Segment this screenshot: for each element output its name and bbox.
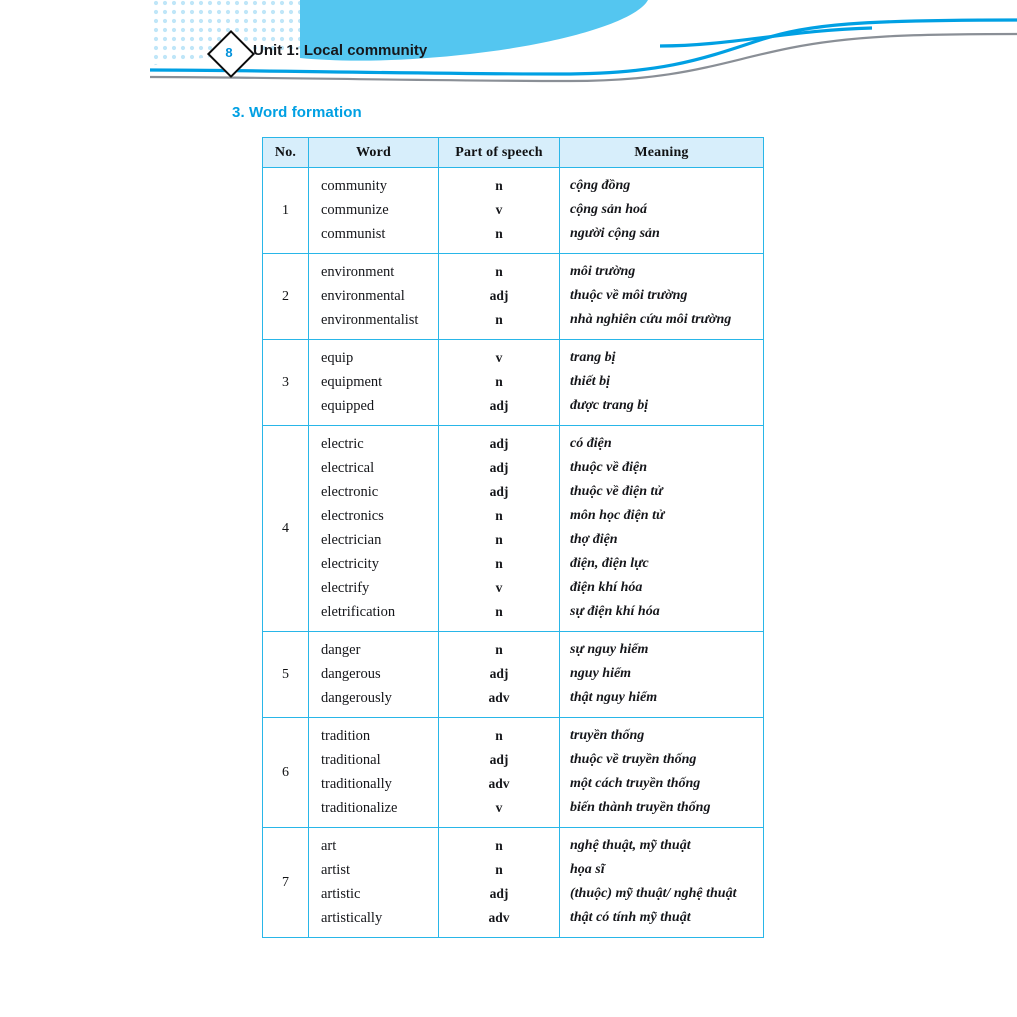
meaning-cell-group [560, 828, 764, 938]
meaning-cell-group [560, 340, 764, 426]
part-of-speech-text: n [495, 642, 503, 657]
part-of-speech-text: adj [489, 288, 509, 303]
meaning-cell-group [560, 426, 764, 632]
row-number: 3 [263, 340, 309, 426]
part-of-speech-text: adj [489, 666, 509, 681]
part-of-speech-text: adv [488, 910, 510, 925]
page-number: 8 [225, 44, 233, 60]
word-cell-group [309, 718, 439, 828]
meaning-text: trang bị [570, 350, 616, 365]
word-text: electrify [321, 580, 370, 596]
meaning-text: điện khí hóa [570, 580, 643, 595]
table-row [263, 828, 764, 938]
word-text: traditionalize [321, 800, 398, 816]
meaning-text: thật có tính mỹ thuật [570, 910, 691, 925]
word-text: environmental [321, 288, 405, 304]
word-text: communize [321, 202, 389, 218]
meaning-text: một cách truyền thống [570, 776, 701, 791]
table-row [263, 718, 764, 828]
word-text: equipment [321, 374, 383, 390]
part-of-speech-text: n [495, 508, 503, 523]
word-text: electronics [321, 508, 384, 524]
meaning-text: biến thành truyền thống [570, 800, 711, 815]
column-header-word: Word [309, 138, 439, 168]
part-of-speech-text: n [495, 728, 503, 743]
row-number: 4 [263, 426, 309, 632]
word-text: tradition [321, 728, 371, 744]
word-text: electrician [321, 532, 382, 548]
part-of-speech-text: adj [489, 436, 509, 451]
meaning-text: môn học điện tử [570, 508, 665, 523]
meaning-text: có điện [570, 436, 612, 451]
part-of-speech-text: adj [489, 484, 509, 499]
meaning-cell-group [560, 632, 764, 718]
meaning-text: (thuộc) mỹ thuật/ nghệ thuật [570, 886, 737, 901]
table-row [263, 426, 764, 632]
part-of-speech-text: v [495, 202, 503, 217]
meaning-text: nhà nghiên cứu môi trường [570, 312, 732, 327]
word-text: environmentalist [321, 312, 419, 328]
part-of-speech-text: adj [489, 886, 509, 901]
meaning-text: được trang bị [570, 398, 649, 413]
part-of-speech-text: adj [489, 398, 509, 413]
meaning-text: điện, điện lực [570, 556, 649, 571]
column-header-pos: Part of speech [439, 138, 560, 168]
table-row [263, 168, 764, 254]
meaning-text: người cộng sản [570, 226, 660, 241]
unit-label: Unit 1: [253, 42, 300, 59]
word-text: artistically [321, 910, 383, 926]
word-text: community [321, 178, 388, 194]
meaning-text: thợ điện [570, 532, 618, 547]
part-of-speech-text: v [495, 580, 503, 595]
word-text: communist [321, 226, 386, 242]
word-cell-group [309, 254, 439, 340]
row-number: 5 [263, 632, 309, 718]
word-text: art [321, 838, 337, 854]
meaning-text: nguy hiểm [570, 666, 632, 681]
part-of-speech-text: n [495, 604, 503, 619]
pos-cell-group [439, 426, 560, 632]
part-of-speech-text: n [495, 556, 503, 571]
unit-heading [253, 42, 427, 59]
meaning-text: thật nguy hiểm [570, 690, 658, 705]
word-cell-group [309, 426, 439, 632]
word-text: electricity [321, 556, 379, 572]
word-text: equipped [321, 398, 375, 414]
part-of-speech-text: adj [489, 752, 509, 767]
meaning-text: thuộc về truyền thống [570, 752, 697, 767]
word-text: danger [321, 642, 361, 658]
meaning-text: nghệ thuật, mỹ thuật [570, 838, 691, 853]
meaning-text: thuộc về môi trường [570, 288, 688, 303]
meaning-cell-group [560, 168, 764, 254]
column-header-meaning: Meaning [560, 138, 764, 168]
row-number: 2 [263, 254, 309, 340]
word-text: dangerously [321, 690, 392, 706]
part-of-speech-text: n [495, 178, 503, 193]
word-text: environment [321, 264, 395, 280]
part-of-speech-text: adj [489, 460, 509, 475]
word-text: dangerous [321, 666, 381, 682]
pos-cell-group [439, 254, 560, 340]
pos-cell-group [439, 718, 560, 828]
pos-cell-group [439, 340, 560, 426]
word-cell-group [309, 828, 439, 938]
part-of-speech-text: n [495, 374, 503, 389]
part-of-speech-text: n [495, 838, 503, 853]
word-text: artist [321, 862, 350, 878]
part-of-speech-text: n [495, 862, 503, 877]
pos-cell-group [439, 168, 560, 254]
table-row [263, 340, 764, 426]
table-row [263, 632, 764, 718]
meaning-cell-group [560, 254, 764, 340]
pos-cell-group [439, 828, 560, 938]
table-row [263, 254, 764, 340]
meaning-text: thuộc về điện [570, 460, 647, 475]
part-of-speech-text: n [495, 264, 503, 279]
table-header-row [263, 138, 764, 168]
word-formation-table-wrapper [262, 137, 763, 938]
part-of-speech-text: n [495, 226, 503, 241]
section-title: 3. Word formation [232, 104, 362, 121]
meaning-text: họa sĩ [570, 862, 605, 877]
word-text: traditional [321, 752, 381, 768]
meaning-text: cộng đồng [570, 178, 631, 193]
meaning-text: thuộc về điện tử [570, 484, 663, 499]
part-of-speech-text: adv [488, 776, 510, 791]
word-text: eletrification [321, 604, 396, 620]
pos-cell-group [439, 632, 560, 718]
part-of-speech-text: v [495, 350, 503, 365]
word-text: traditionally [321, 776, 392, 792]
row-number: 1 [263, 168, 309, 254]
unit-title: Local community [303, 42, 428, 59]
part-of-speech-text: n [495, 532, 503, 547]
word-formation-table [262, 137, 764, 938]
part-of-speech-text: n [495, 312, 503, 327]
word-text: electrical [321, 460, 375, 476]
meaning-text: thiết bị [570, 374, 611, 389]
meaning-text: truyền thống [570, 728, 645, 743]
part-of-speech-text: adv [488, 690, 510, 705]
row-number: 7 [263, 828, 309, 938]
word-text: equip [321, 350, 354, 366]
word-text: electronic [321, 484, 379, 500]
meaning-text: sự điện khí hóa [570, 604, 660, 619]
part-of-speech-text: v [495, 800, 503, 815]
row-number: 6 [263, 718, 309, 828]
word-cell-group [309, 340, 439, 426]
word-cell-group [309, 168, 439, 254]
word-text: electric [321, 436, 364, 452]
column-header-no: No. [263, 138, 309, 168]
word-cell-group [309, 632, 439, 718]
meaning-text: sự nguy hiểm [570, 642, 649, 657]
meaning-cell-group [560, 718, 764, 828]
page-header-decoration [0, 0, 1017, 100]
word-text: artistic [321, 886, 361, 902]
meaning-text: cộng sản hoá [570, 202, 648, 217]
meaning-text: môi trường [570, 264, 636, 279]
